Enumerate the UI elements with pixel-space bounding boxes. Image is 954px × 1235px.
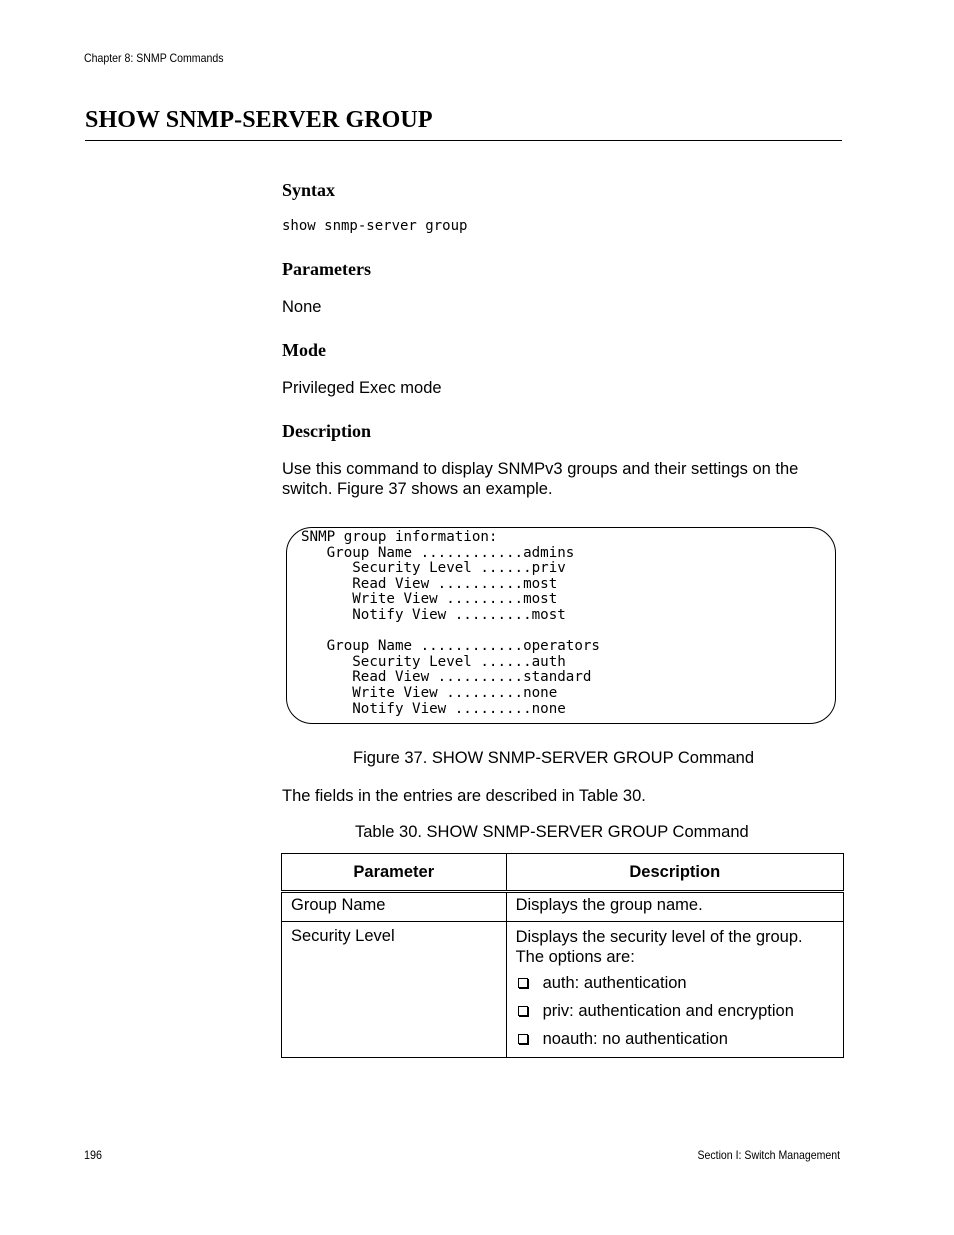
title-divider <box>85 140 842 141</box>
list-item <box>516 1029 834 1049</box>
row-param-group-name: Group Name <box>291 896 386 914</box>
syntax-command: show snmp-server group <box>282 218 468 234</box>
checkbox-bullet-icon <box>518 1006 528 1016</box>
table-row <box>282 892 844 922</box>
checkbox-bullet-icon <box>518 1034 528 1044</box>
fields-intro-text: The fields in the entries are described in Table 30. <box>282 787 646 805</box>
table-cell <box>506 892 843 922</box>
option-auth: auth: authentication <box>542 974 687 992</box>
table-cell <box>282 892 507 922</box>
parameters-text: None <box>282 298 322 316</box>
table-header-parameter: Parameter <box>282 854 507 892</box>
option-noauth: noauth: no authentication <box>542 1030 728 1048</box>
description-line-2: switch. Figure 37 shows an example. <box>282 480 553 498</box>
running-header-chapter: Chapter 8: SNMP Commands <box>84 51 224 65</box>
figure-code-output: SNMP group information: Group Name ............admins Security Level ......priv Read View ..........most Write View .........most Notify View .........most Group Name ............operators Security Level ......auth Read View ..........standard Write View .........none Notify View .........none <box>301 529 600 717</box>
row-desc-security-level-line-1: Displays the security level of the group. <box>515 928 803 946</box>
row-desc-group-name: Displays the group name. <box>515 896 703 914</box>
table-caption: Table 30. SHOW SNMP-SERVER GROUP Command <box>355 823 749 841</box>
description-heading: Description <box>282 421 371 441</box>
running-footer-section: Section I: Switch Management <box>697 1148 840 1162</box>
table-cell <box>506 922 843 1058</box>
table-header-row <box>282 854 844 892</box>
security-level-options <box>516 973 834 1049</box>
page-title: SHOW SNMP-SERVER GROUP <box>85 107 433 133</box>
row-desc-security-level-line-2: The options are: <box>515 948 635 966</box>
mode-text: Privileged Exec mode <box>282 379 442 397</box>
parameters-table <box>281 853 844 1058</box>
row-param-security-level: Security Level <box>291 927 395 945</box>
option-priv: priv: authentication and encryption <box>542 1002 794 1020</box>
table-header-description: Description <box>506 854 843 892</box>
figure-caption: Figure 37. SHOW SNMP-SERVER GROUP Command <box>353 749 754 767</box>
list-item <box>516 1001 834 1021</box>
checkbox-bullet-icon <box>518 978 528 988</box>
table-cell <box>282 922 507 1058</box>
description-line-1: Use this command to display SNMPv3 groups and their settings on the <box>282 460 799 478</box>
mode-heading: Mode <box>282 340 326 360</box>
parameters-heading: Parameters <box>282 259 371 279</box>
syntax-heading: Syntax <box>282 180 336 200</box>
table-row <box>282 922 844 1058</box>
list-item <box>516 973 834 993</box>
page-number: 196 <box>84 1148 103 1162</box>
